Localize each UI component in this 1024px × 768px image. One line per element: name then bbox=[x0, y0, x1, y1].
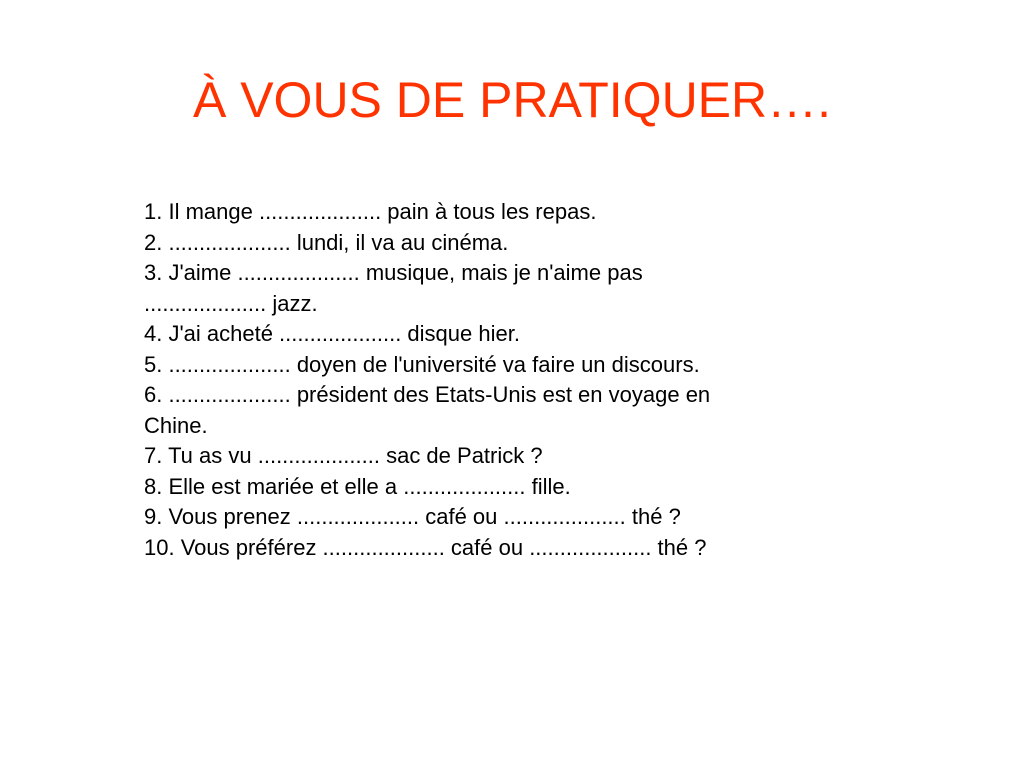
exercise-line-9: 9. Vous prenez .................... café ou .................... thé ? bbox=[144, 504, 681, 529]
exercise-line-6-continued: Chine. bbox=[144, 412, 208, 438]
slide-title: À VOUS DE PRATIQUER…. bbox=[192, 72, 832, 128]
exercise-line-8: 8. Elle est mariée et elle a .................... fille. bbox=[144, 473, 571, 499]
exercise-line-5: 5. .................... doyen de l'université va faire un discours. bbox=[144, 351, 700, 377]
exercise-line-4: 4. J'ai acheté .................... disque hier. bbox=[144, 321, 520, 346]
exercise-line-2: 2. .................... lundi, il va au cinéma. bbox=[144, 229, 509, 255]
exercise-line-3-continued: .................... jazz. bbox=[144, 290, 318, 316]
exercise-line-1: 1. Il mange .................... pain à tous les repas. bbox=[144, 199, 597, 224]
exercise-line-10: 10. Vous préférez .................... café ou .................... thé ? bbox=[144, 534, 707, 560]
exercise-line-7: 7. Tu as vu .................... sac de Patrick ? bbox=[144, 443, 543, 468]
exercise-line-6: 6. .................... président des Etats-Unis est en voyage en bbox=[144, 382, 711, 407]
exercise-list bbox=[144, 197, 864, 563]
exercise-line-3: 3. J'aime .................... musique, mais je n'aime pas bbox=[144, 260, 643, 285]
